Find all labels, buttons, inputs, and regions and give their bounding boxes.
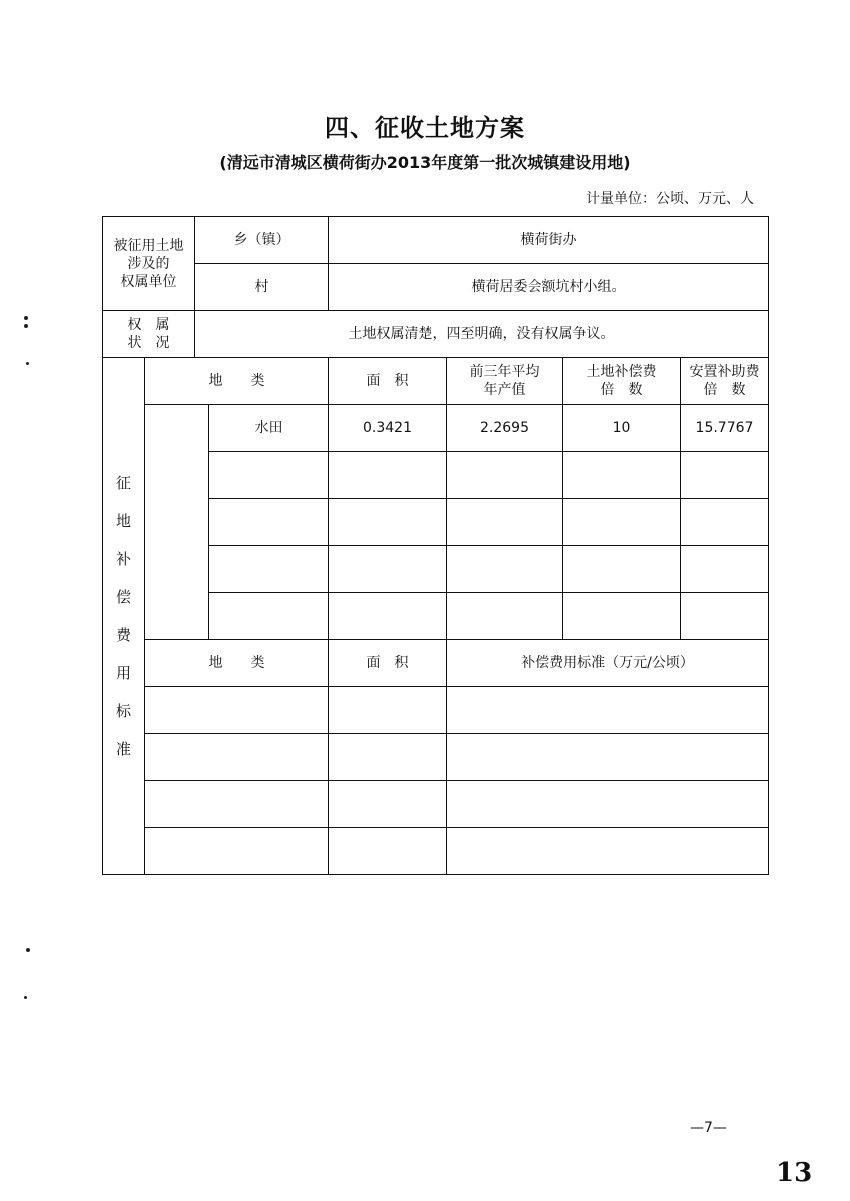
cell-area: 0.3421: [329, 405, 447, 452]
table-row: [103, 734, 769, 781]
header-area: 面 积: [329, 358, 447, 405]
ownership-unit-label: 被征用土地 涉及的 权属单位: [103, 217, 195, 311]
land-category-group: [145, 405, 209, 640]
page-subtitle: (清远市清城区横荷街办2013年度第一批次城镇建设用地): [219, 153, 631, 172]
ownership-status-label: 权 属 状 况: [103, 311, 195, 358]
land-acquisition-table: [102, 216, 769, 875]
measurement-unit: 计量单位：公顷、万元、人: [586, 191, 754, 207]
table-row: [103, 687, 769, 734]
scan-speck: [24, 996, 27, 999]
header-land-type: 地 类: [145, 358, 329, 405]
cell-land-comp: 10: [563, 405, 681, 452]
town-label: 乡（镇）: [195, 217, 329, 264]
scan-speck: [24, 324, 28, 328]
compensation-side-label: 征地补偿费用标准: [103, 358, 145, 875]
header2-standard: 补偿费用标准（万元/公顷）: [447, 640, 769, 687]
header-resettlement-multiple: 安置补助费 倍 数: [681, 358, 769, 405]
page-number: —7—: [690, 1120, 727, 1136]
header2-area: 面 积: [329, 640, 447, 687]
scan-speck: [24, 316, 28, 320]
ownership-status-value: 土地权属清楚，四至明确，没有权属争议。: [195, 311, 769, 358]
header-avg-output: 前三年平均 年产值: [447, 358, 563, 405]
village-value: 横荷居委会额坑村小组。: [329, 264, 769, 311]
handwritten-page-mark: 13: [776, 1158, 813, 1188]
scan-speck: [26, 948, 30, 952]
cell-resettle: 15.7767: [681, 405, 769, 452]
scan-speck: [26, 362, 29, 365]
header-land-comp-multiple: 土地补偿费 倍 数: [563, 358, 681, 405]
table-row: [103, 781, 769, 828]
header2-land-type: 地 类: [145, 640, 329, 687]
town-value: 横荷街办: [329, 217, 769, 264]
cell-avg-output: 2.2695: [447, 405, 563, 452]
cell-land-type: 水田: [209, 405, 329, 452]
page-title: 四、征收土地方案: [325, 114, 525, 142]
table-row: [103, 405, 769, 452]
village-label: 村: [195, 264, 329, 311]
table-row: [103, 828, 769, 875]
